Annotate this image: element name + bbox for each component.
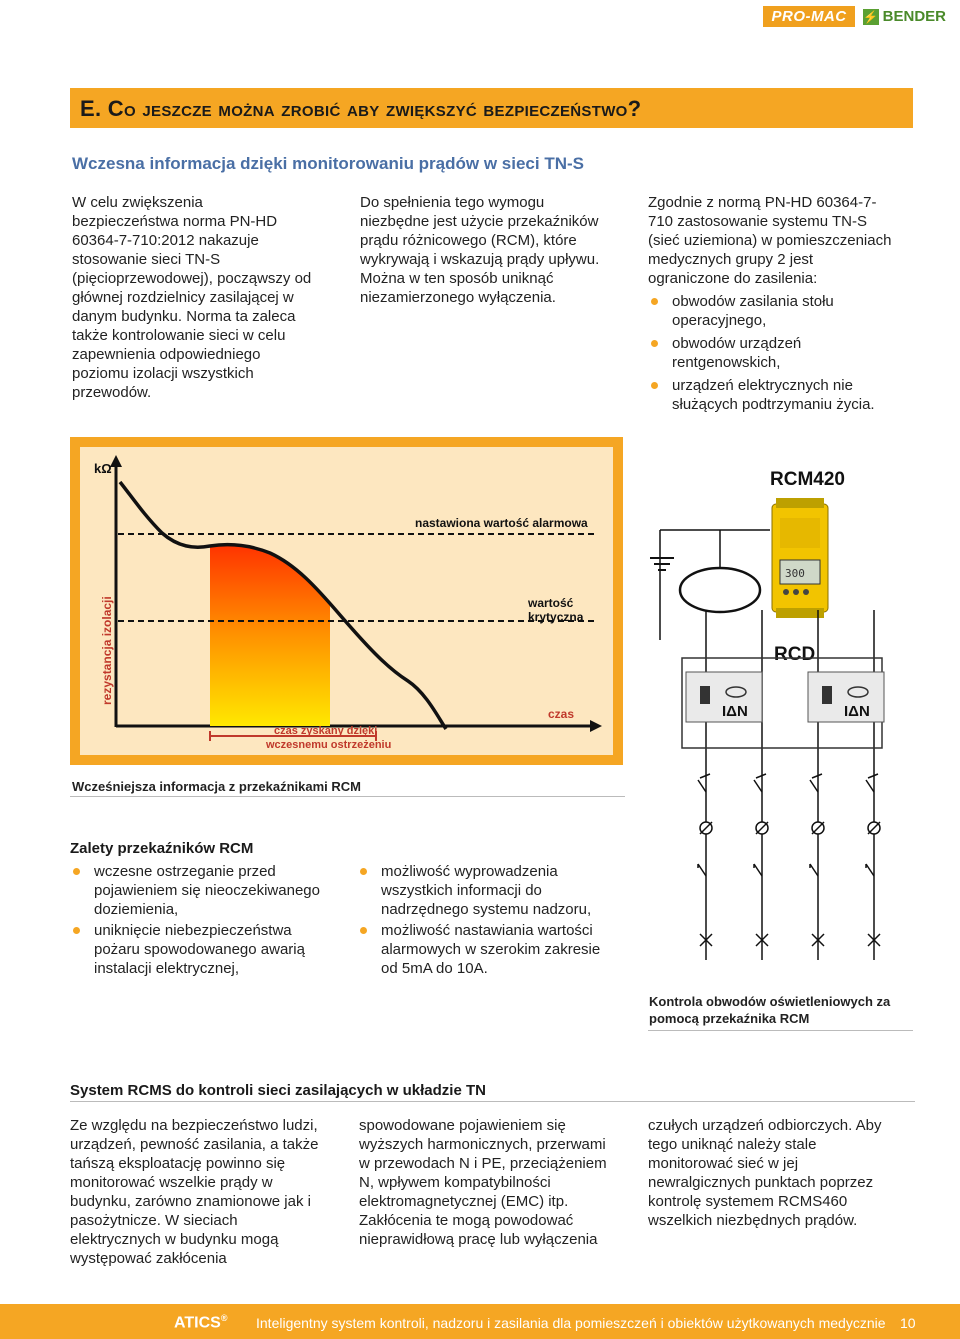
intro-text-3: Zgodnie z normą PN-HD 60364-7-710 zastosowanie systemu TN-S (sieć uziemiona) w pomieszczeniach medycznych grupy 2 jest ograniczone do zasilenia: bbox=[648, 194, 892, 287]
bender-logo-text: BENDER bbox=[882, 8, 946, 25]
bender-logo bbox=[863, 6, 946, 27]
rcms-column-2 bbox=[359, 1116, 614, 1249]
intro-bullet-3: urządzeń elektrycznych nie służących podtrzymaniu życia. bbox=[648, 376, 893, 414]
time-label: czas bbox=[548, 707, 575, 721]
bender-mark-icon: ⚡ bbox=[863, 9, 879, 24]
critical-label-line2: krytyczna bbox=[528, 610, 584, 624]
rcms-text-1: Ze względu na bezpieczeństwo ludzi, urządzeń, pewność zasilania, a także tańszą eksploatację powinno się monitorować wszelkie prądy w budynku, zarówno znamionowe jak i pasożytnicze. W sieciach elektrycznych w budynku mogą występować zakłócenia bbox=[70, 1117, 319, 1267]
advantages-right bbox=[357, 862, 617, 978]
y-axis-label: rezystancja izolacji bbox=[100, 596, 114, 705]
advantage-item-4: możliwość nastawiania wartości alarmowych w szerokim zakresie od 5mA do 10A. bbox=[357, 921, 617, 978]
footer-brand-reg: ® bbox=[220, 1313, 228, 1323]
intro-text-1: W celu zwiększenia bezpieczeństwa norma PN-HD 60364-7-710:2012 nakazuje stosowanie sieci TN-S (pięcioprzewodowej), począwszy od głównej rozdzielnicy zasilającej w danym budynku. Norma ta zaleca także kontrolowanie sieci w celu zapewnienia odpowiedniego poziomu izolacji wszystkich przewodów. bbox=[72, 194, 312, 401]
rcms-text-2: spowodowane pojawieniem się wyższych harmonicznych, przerwami w przewodach N i PE, przeciążeniem N, wpływem kompatybilności elektromagnetycznej (EMC) itp. Zakłócenia te mogą powodować nieprawidłową pracę lub wyłączenia bbox=[359, 1117, 607, 1248]
intro-column-2 bbox=[360, 193, 600, 307]
alarm-label: nastawiona wartość alarmowa bbox=[415, 516, 588, 530]
rcd-2-idn: IΔN bbox=[844, 703, 870, 720]
rcd-1-idn: IΔN bbox=[722, 703, 748, 720]
advantage-item-2: uniknięcie niebezpieczeństwa pożaru spowodowanego awarią instalacji elektrycznej, bbox=[70, 921, 330, 978]
page-subtitle: Wczesna informacja dzięki monitorowaniu prądów w sieci TN-S bbox=[72, 154, 584, 173]
header-logos bbox=[763, 6, 946, 27]
rcd-device-1 bbox=[686, 672, 762, 722]
intro-column-1 bbox=[72, 193, 312, 402]
footer-brand-name: ATICS bbox=[174, 1314, 221, 1332]
intro-bullet-2: obwodów urządzeń rentgenowskich, bbox=[648, 334, 893, 372]
rcm-label: RCM420 bbox=[770, 469, 845, 490]
promac-logo: PRO-MAC bbox=[763, 6, 854, 27]
rcms-column-1 bbox=[70, 1116, 325, 1268]
gain-label-line1: czas zyskany dzięki bbox=[274, 725, 378, 737]
section-title: E. Co jeszcze można zrobić aby zwiększyć bezpieczeństwo? bbox=[80, 96, 642, 121]
wiring-diagram bbox=[640, 440, 940, 995]
critical-label-line1: wartość bbox=[528, 596, 574, 610]
gain-label-line2: wczesnemu ostrzeżeniu bbox=[266, 739, 392, 751]
advantages-heading: Zalety przekaźników RCM bbox=[70, 840, 254, 857]
intro-text-2: Do spełnienia tego wymogu niezbędne jest użycie przekaźników prądu różnicowego (RCM), które wykrywają i wskazują prądy upływu. Można w ten sposób uniknąć niezamierzonego wyłączenia. bbox=[360, 194, 600, 306]
footer-bar bbox=[0, 1304, 960, 1339]
rcms-heading-rule bbox=[70, 1101, 915, 1102]
intro-bullet-1: obwodów zasilania stołu operacyjnego, bbox=[648, 292, 893, 330]
rcm-display: 300 bbox=[785, 567, 805, 580]
rcd-label: RCD bbox=[774, 644, 816, 665]
rcm-device bbox=[772, 498, 828, 618]
rcms-column-3 bbox=[648, 1116, 903, 1230]
insulation-diagram bbox=[70, 437, 623, 765]
intro-column-3 bbox=[648, 193, 893, 414]
insulation-figure bbox=[70, 437, 623, 765]
figure-caption-rule bbox=[70, 796, 625, 797]
footer-text: Inteligentny system kontroli, nadzoru i zasilania dla pomieszczeń i obiektów użytkowanych medycznie bbox=[256, 1315, 886, 1331]
fuse-row bbox=[700, 822, 880, 834]
rcms-heading: System RCMS do kontroli sieci zasilających w układzie TN bbox=[70, 1082, 486, 1099]
advantage-item-3: możliwość wyprowadzenia wszystkich informacji do nadrzędnego systemu nadzoru, bbox=[357, 862, 617, 919]
device-caption-rule bbox=[648, 1030, 913, 1031]
lamp-row bbox=[700, 934, 880, 946]
footer-brand bbox=[174, 1313, 227, 1332]
page-number: 10 bbox=[900, 1315, 916, 1331]
current-transformer-icon bbox=[680, 568, 760, 612]
advantage-item-1: wczesne ostrzeganie przed pojawieniem się nieoczekiwanego doziemienia, bbox=[70, 862, 330, 919]
ground-icon bbox=[650, 558, 674, 570]
figure-caption: Wcześniejsza informacja z przekaźnikami RCM bbox=[72, 779, 361, 794]
y-unit-label: kΩ bbox=[94, 461, 112, 476]
switch-row bbox=[698, 864, 874, 876]
rcms-text-3: czułych urządzeń odbiorczych. Aby tego uniknąć należy stale monitorować sieć w jej newralgicznych punktach poprzez kontrolę systemem RCMS460 wszelkich niezbędnych prądów. bbox=[648, 1117, 882, 1229]
section-title-bar bbox=[70, 88, 913, 128]
breaker-row bbox=[698, 774, 878, 792]
device-caption: Kontrola obwodów oświetleniowych za pomocą przekaźnika RCM bbox=[649, 994, 891, 1026]
advantages-left bbox=[70, 862, 330, 978]
rcd-device-2 bbox=[808, 672, 884, 722]
